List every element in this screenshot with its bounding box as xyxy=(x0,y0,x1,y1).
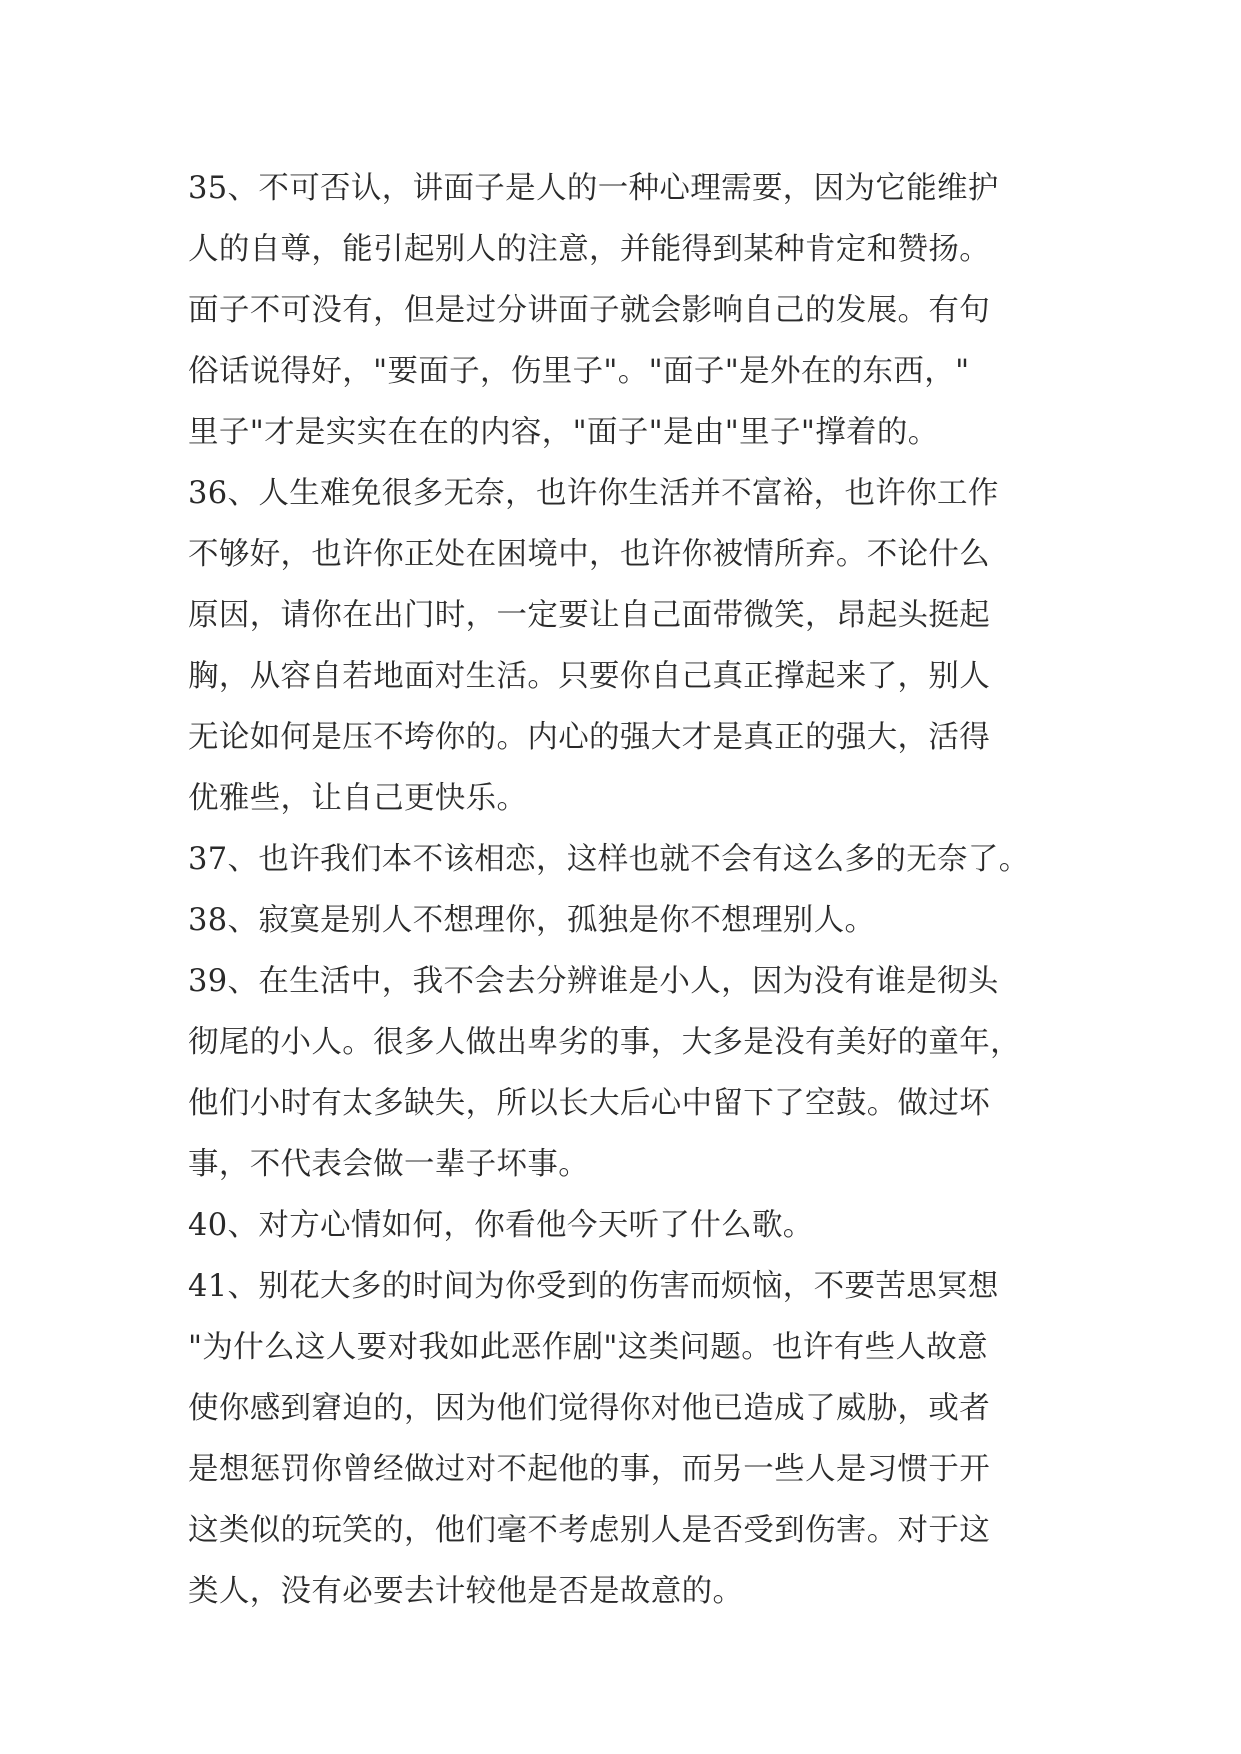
text-line: 原因，请你在出门时，一定要让自己面带微笑，昂起头挺起 xyxy=(188,598,991,633)
text-line: 他们小时有太多缺失，所以长大后心中留下了空鼓。做过坏 xyxy=(188,1086,991,1121)
text-line: 类人，没有必要去计较他是否是故意的。 xyxy=(188,1574,744,1609)
text-line: 面子不可没有，但是过分讲面子就会影响自己的发展。有句 xyxy=(188,293,991,328)
text-line: 人的自尊，能引起别人的注意，并能得到某种肯定和赞扬。 xyxy=(188,232,991,267)
text-line: 不够好，也许你正处在困境中，也许你被情所弃。不论什么 xyxy=(188,537,991,572)
text-line: 40、对方心情如何，你看他今天听了什么歌。 xyxy=(188,1208,814,1243)
text-line: 俗话说得好，"要面子，伤里子"。"面子"是外在的东西，" xyxy=(188,354,970,389)
text-line: 是想惩罚你曾经做过对不起他的事，而另一些人是习惯于开 xyxy=(188,1452,991,1487)
text-line: 彻尾的小人。很多人做出卑劣的事，大多是没有美好的童年， xyxy=(188,1025,1021,1060)
text-line: 使你感到窘迫的，因为他们觉得你对他已造成了威胁，或者 xyxy=(188,1391,991,1426)
text-line: 36、人生难免很多无奈，也许你生活并不富裕，也许你工作 xyxy=(188,476,999,511)
text-line: 39、在生活中，我不会去分辨谁是小人，因为没有谁是彻头 xyxy=(188,964,999,999)
document-body xyxy=(188,158,1058,1622)
text-line: 无论如何是压不垮你的。内心的强大才是真正的强大，活得 xyxy=(188,720,991,755)
text-line: 胸，从容自若地面对生活。只要你自己真正撑起来了，别人 xyxy=(188,659,991,694)
text-line: 事，不代表会做一辈子坏事。 xyxy=(188,1147,590,1182)
text-line: 37、也许我们本不该相恋，这样也就不会有这么多的无奈了。 xyxy=(188,842,1030,877)
text-line: 41、别花大多的时间为你受到的伤害而烦恼，不要苦思冥想 xyxy=(188,1269,999,1304)
text-line: 35、不可否认，讲面子是人的一种心理需要，因为它能维护 xyxy=(188,171,999,206)
text-line: "为什么这人要对我如此恶作剧"这类问题。也许有些人故意 xyxy=(188,1330,989,1365)
text-line: 38、寂寞是别人不想理你，孤独是你不想理别人。 xyxy=(188,903,876,938)
text-line: 这类似的玩笑的，他们毫不考虑别人是否受到伤害。对于这 xyxy=(188,1513,991,1548)
text-line: 优雅些，让自己更快乐。 xyxy=(188,781,528,816)
text-line: 里子"才是实实在在的内容，"面子"是由"里子"撑着的。 xyxy=(188,415,939,450)
